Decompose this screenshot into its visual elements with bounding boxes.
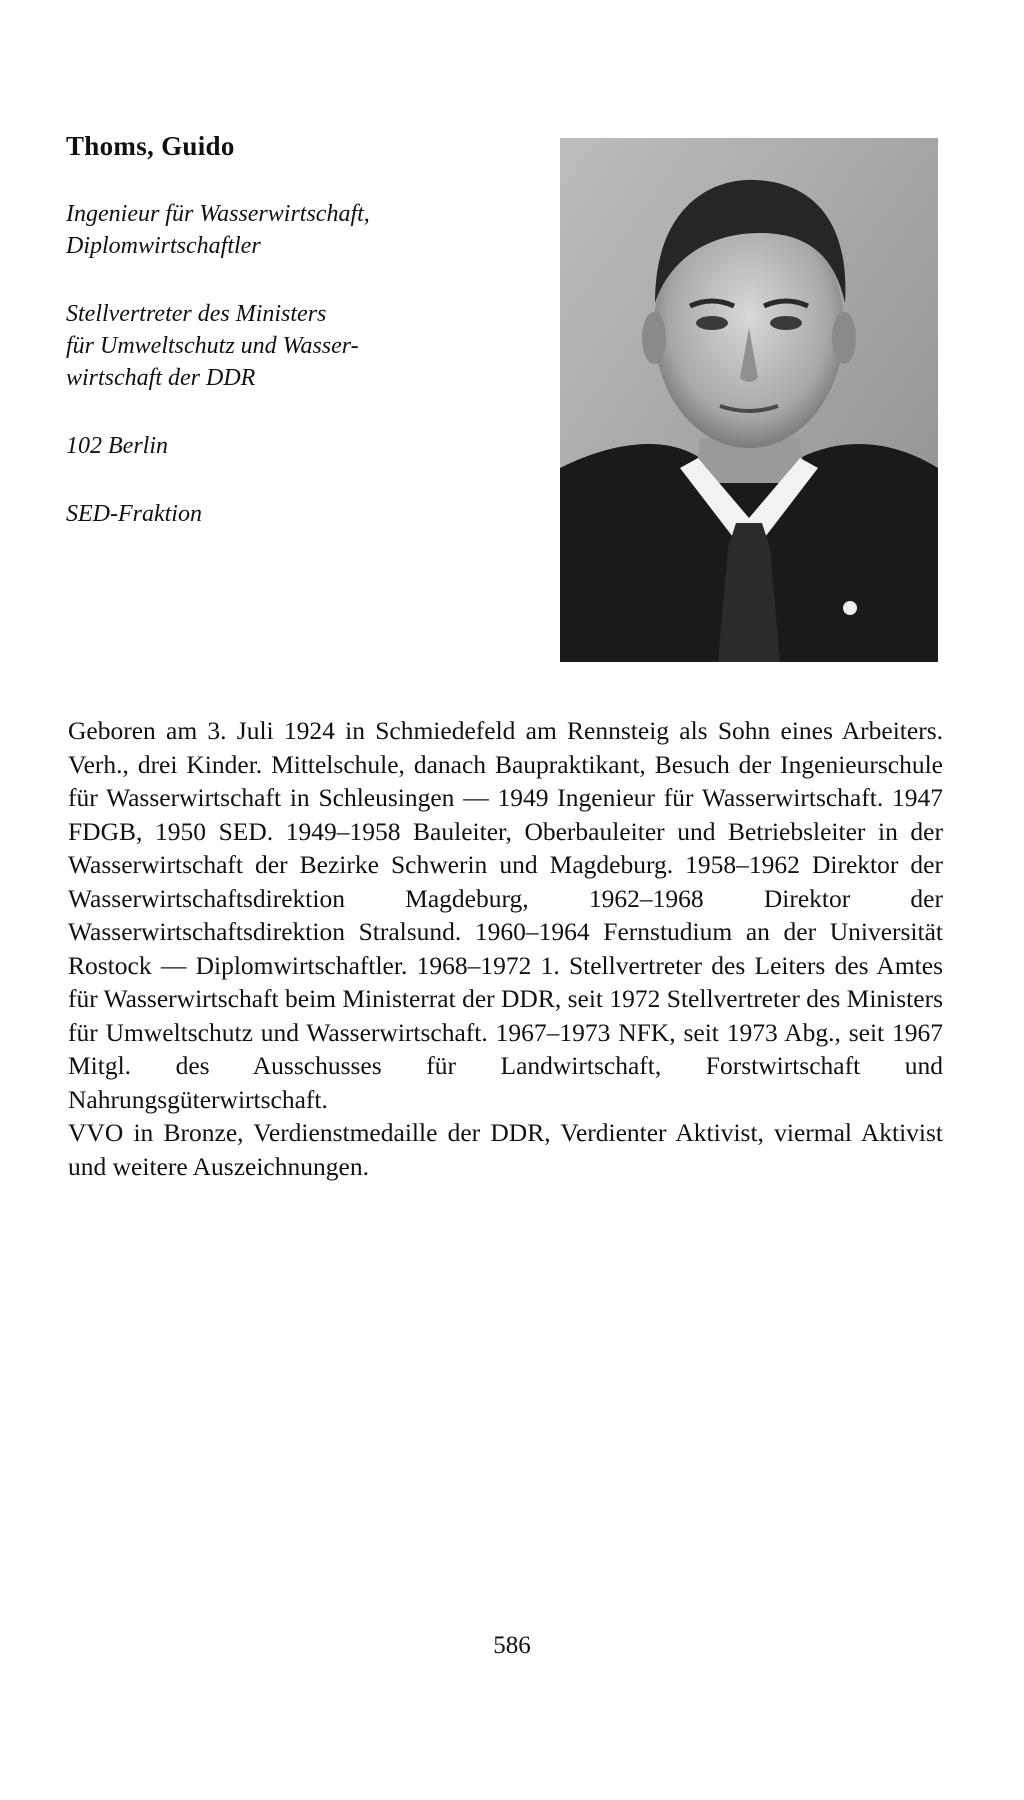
faction (66, 498, 526, 530)
biography-section (68, 714, 943, 1183)
profession (66, 198, 526, 262)
person-name: Thoms, Guido (66, 131, 235, 161)
position-line: für Umweltschutz und Wasser- (66, 333, 359, 359)
position (66, 298, 526, 394)
faction-text: SED-Fraktion (66, 501, 202, 527)
portrait-illustration (560, 138, 938, 662)
person-header (66, 130, 526, 566)
location (66, 430, 526, 462)
location-text: 102 Berlin (66, 433, 168, 459)
profession-line: Diplomwirtschaftler (66, 233, 261, 259)
awards-text: VVO in Bronze, Verdienstmedaille der DDR, Verdienter Aktivist, viermal Aktivist und weitere Auszeichnungen. (68, 1118, 943, 1181)
biography-text: Geboren am 3. Juli 1924 in Schmiedefeld am Rennsteig als Sohn eines Arbeiters. Verh., drei Kinder. Mittelschule, danach Baupraktikant, Besuch der Ingenieurschule für Wasserwirtschaft in Schleusingen — 1949 Ingenieur für Wasserwirtschaft. 1947 FDGB, 1950 SED. 1949–1958 Bauleiter, Oberbauleiter und Betriebsleiter in der Wasserwirtschaft der Bezirke Schwerin und Magdeburg. 1958–1962 Direktor der Wasserwirtschaftsdirektion Magdeburg, 1962–1968 Direktor der Wasserwirtschaftsdirektion Stralsund. 1960–1964 Fernstudium an der Universität Rostock — Diplomwirtschaftler. 1968–1972 1. Stellvertreter des Leiters des Amtes für Wasserwirtschaft beim Ministerrat der DDR, seit 1972 Stellvertreter des Ministers für Umweltschutz und Wasserwirtschaft. 1967–1973 NFK, seit 1973 Abg., seit 1967 Mitgl. des Ausschusses für Landwirtschaft, Forstwirtschaft und Nahrungsgüterwirtschaft. (68, 716, 943, 1114)
position-line: wirtschaft der DDR (66, 365, 256, 391)
portrait-photo (560, 138, 938, 662)
position-line: Stellvertreter des Ministers (66, 301, 327, 327)
profession-line: Ingenieur für Wasserwirtschaft, (66, 201, 370, 227)
page-number: 586 (493, 1632, 531, 1659)
